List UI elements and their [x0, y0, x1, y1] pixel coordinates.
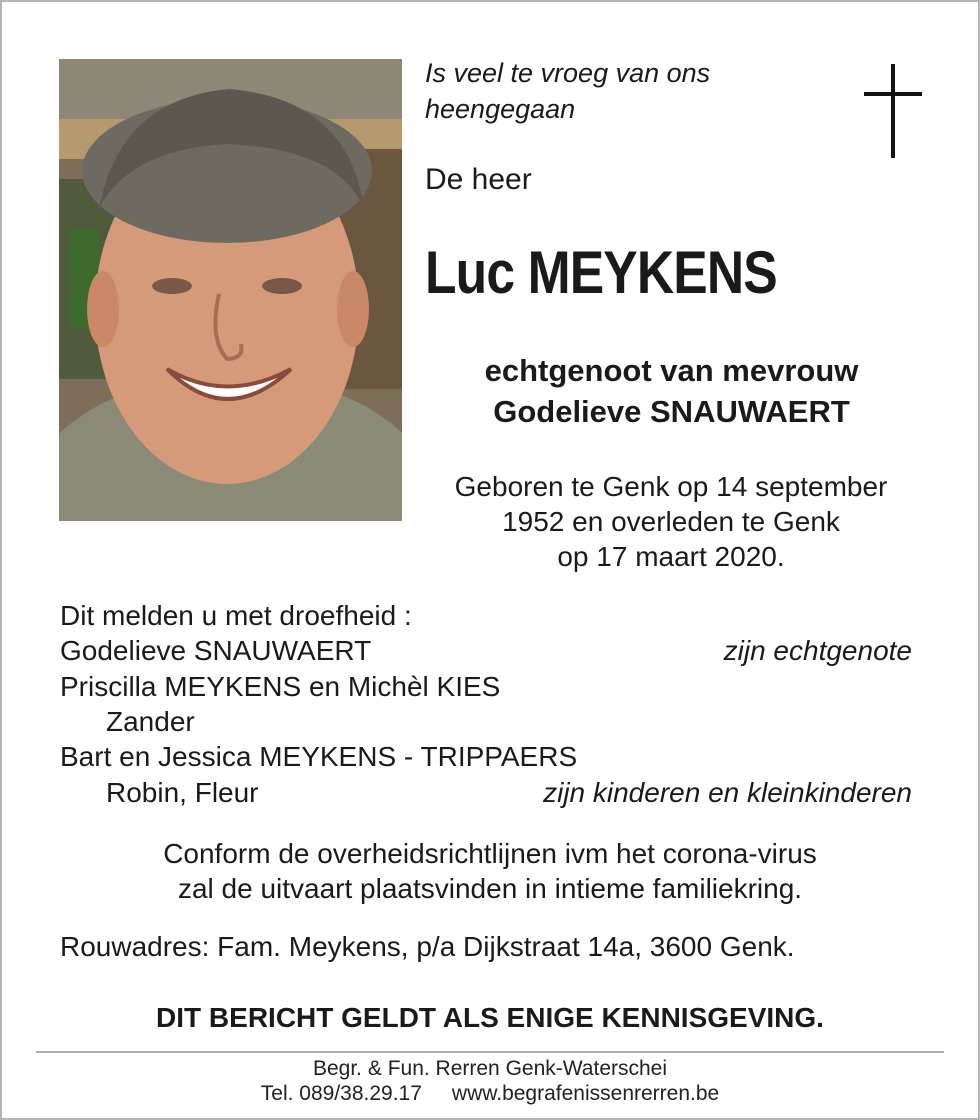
- funeral-note-line: zal de uitvaart plaatsvinden in intieme familiekring.: [177, 873, 803, 904]
- funeral-home-website[interactable]: www.begrafenissenrerren.be: [451, 1082, 720, 1105]
- deceased-name: Luc MEYKENS: [425, 239, 777, 306]
- family-intro: [60, 598, 912, 633]
- family-row: [60, 775, 912, 810]
- family-row: [60, 633, 912, 668]
- family-row: [60, 739, 912, 774]
- family-row: [60, 704, 912, 739]
- footer-divider: [36, 1051, 944, 1053]
- funeral-home-name: Begr. & Fun. Rerren Genk-Waterschei: [312, 1057, 668, 1080]
- birth-line: 1952 en overleden te Genk: [502, 506, 840, 537]
- birth-line: op 17 maart 2020.: [557, 541, 785, 572]
- motto: [425, 55, 845, 127]
- official-notice: DIT BERICHT GELDT ALS ENIGE KENNISGEVING.: [156, 1002, 824, 1033]
- family-member: Priscilla MEYKENS en Michèl KIES: [60, 671, 501, 702]
- funeral-home-phone: Tel. 089/38.29.17: [260, 1082, 422, 1105]
- spouse-line: Godelieve SNAUWAERT: [493, 394, 850, 429]
- cross-icon: [864, 64, 922, 158]
- spouse-line: echtgenoot van mevrouw: [484, 353, 859, 388]
- family-row: [60, 669, 912, 704]
- family-relation: zijn echtgenote: [723, 635, 912, 666]
- funeral-note: [0, 836, 980, 906]
- funeral-note-line: Conform de overheidsrichtlijnen ivm het corona-virus: [163, 838, 817, 869]
- family-relation: zijn kinderen en kleinkinderen: [543, 777, 912, 808]
- family-member: Zander: [106, 706, 195, 737]
- family-intro-text: Dit melden u met droefheid :: [60, 600, 412, 631]
- portrait-illustration: [59, 59, 402, 521]
- motto-line: heengegaan: [425, 94, 576, 124]
- family-member: Godelieve SNAUWAERT: [60, 635, 372, 666]
- birth-death-info: [420, 469, 922, 574]
- motto-line: Is veel te vroeg van ons: [425, 58, 711, 88]
- portrait-photo: [59, 59, 402, 521]
- family-member: Bart en Jessica MEYKENS - TRIPPAERS: [60, 741, 578, 772]
- funeral-home-contact: [0, 1081, 980, 1106]
- title: De heer: [425, 163, 532, 196]
- spouse-info: [430, 350, 913, 432]
- mourning-address: Rouwadres: Fam. Meykens, p/a Dijkstraat 14a, 3600 Genk.: [60, 931, 795, 962]
- family-member: Robin, Fleur: [106, 777, 259, 808]
- birth-line: Geboren te Genk op 14 september: [454, 471, 888, 502]
